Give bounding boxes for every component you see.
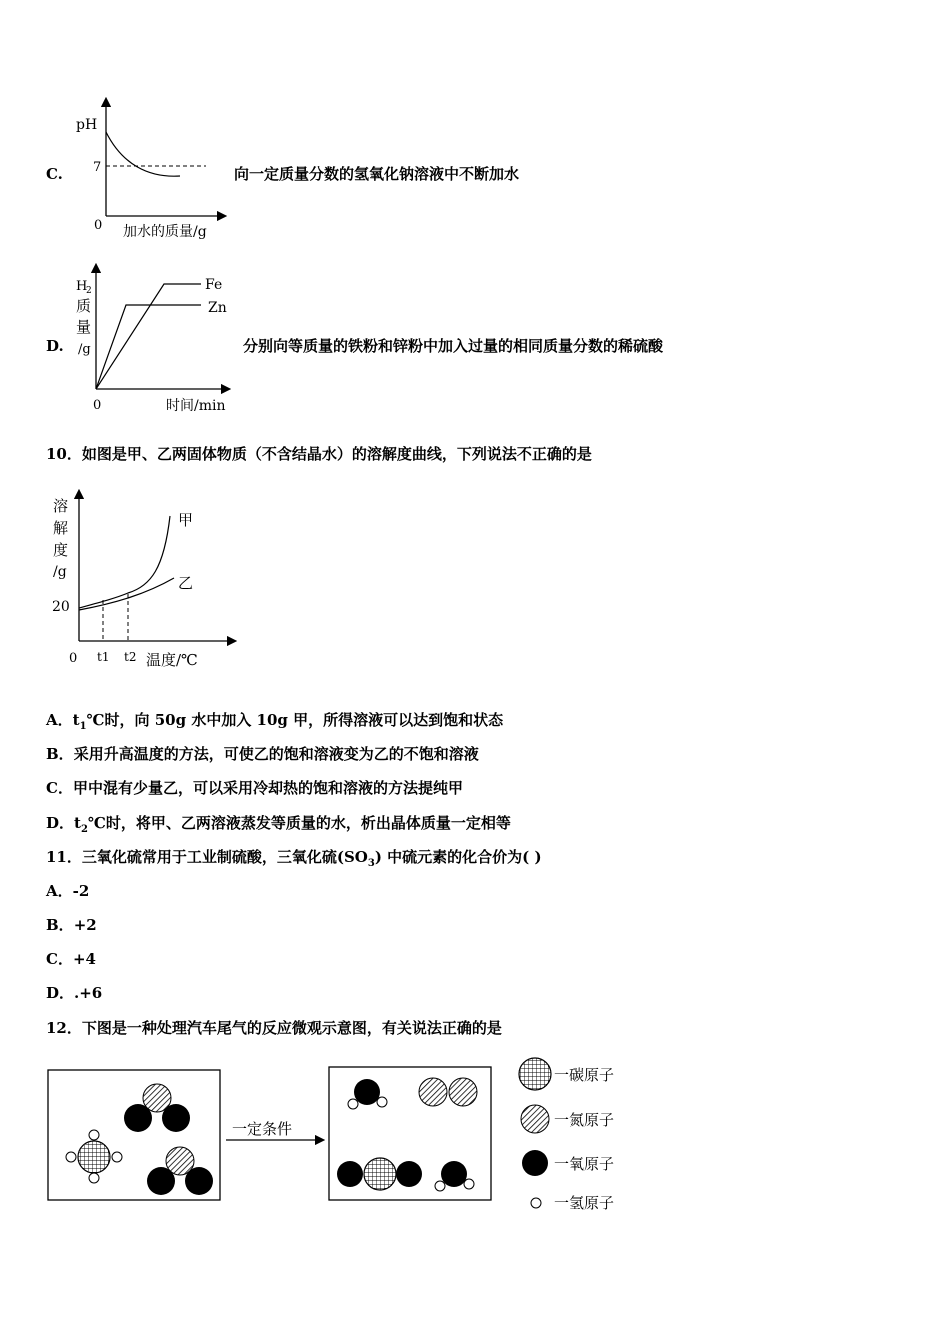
option-c-text: 向一定质量分数的氢氧化钠溶液中不断加水 xyxy=(234,165,520,183)
option-d-text: 分别向等质量的铁粉和锌粉中加入过量的相同质量分数的稀硫酸 xyxy=(243,337,664,355)
hydrogen-atom xyxy=(89,1173,99,1183)
oxygen-atom xyxy=(441,1161,467,1187)
q11-option-a-text: -2 xyxy=(72,882,90,900)
hydrogen-legend-icon xyxy=(531,1198,541,1208)
zn-series-label: Zn xyxy=(208,300,227,316)
hydrogen-atom xyxy=(377,1097,387,1107)
q10-option-c-label: C． xyxy=(46,779,73,797)
reaction-condition: 一定条件 xyxy=(232,1120,293,1138)
sol-t2-label: t2 xyxy=(124,650,137,664)
legend-hydrogen-text: 一氢原子 xyxy=(554,1194,615,1212)
h2-x-label: 时间/min xyxy=(166,398,226,414)
nitrogen-atom xyxy=(143,1084,171,1112)
carbon-atom xyxy=(78,1141,110,1173)
sol-y-label-1: 溶 xyxy=(53,497,69,515)
nitrogen-legend-icon xyxy=(521,1105,549,1133)
h2-y-label-zhi: 质 xyxy=(76,297,92,315)
q11-option-d-label: D． xyxy=(46,984,75,1002)
q11-option-c xyxy=(46,949,96,969)
curve-jia xyxy=(79,516,170,608)
nitrogen-atom xyxy=(166,1147,194,1175)
hydrogen-atom xyxy=(89,1130,99,1140)
legend-oxygen-text: 一氧原子 xyxy=(554,1155,615,1173)
q10-option-a-text: ℃时，向 50g 水中加入 10g 甲，所得溶液可以达到饱和状态 xyxy=(86,711,504,729)
q11-option-b-text: +2 xyxy=(73,916,97,934)
nitrogen-atom xyxy=(449,1078,477,1106)
molecule-n2 xyxy=(419,1078,477,1106)
hydrogen-atom xyxy=(348,1099,358,1109)
q11-option-c-text: +4 xyxy=(72,950,96,968)
nitrogen-atom xyxy=(419,1078,447,1106)
q10-option-b-label: B． xyxy=(46,745,74,763)
oxygen-legend-icon xyxy=(522,1150,548,1176)
q10-option-a-sub: 1 xyxy=(79,721,87,732)
sol-y-label-4: /g xyxy=(53,564,67,580)
sol-origin: 0 xyxy=(69,651,78,666)
q10-option-a xyxy=(46,710,503,737)
q11-option-a-label: A． xyxy=(46,882,73,900)
option-c-label: C. xyxy=(46,165,63,183)
legend-carbon xyxy=(519,1058,614,1090)
legend-nitrogen-text: 一氮原子 xyxy=(554,1111,615,1129)
sol-t1-label: t1 xyxy=(97,650,110,664)
series-jia-label: 甲 xyxy=(178,511,194,529)
molecule-no2-bottom xyxy=(147,1147,213,1195)
q10-option-d-text: ℃时，将甲、乙两溶液蒸发等质量的水，析出晶体质量一定相等 xyxy=(87,814,511,832)
q10-option-a-label: A． xyxy=(46,711,73,729)
legend-hydrogen xyxy=(531,1194,614,1212)
oxygen-atom xyxy=(337,1161,363,1187)
legend-carbon-text: 一碳原子 xyxy=(554,1066,615,1084)
carbon-legend-icon xyxy=(519,1058,551,1090)
hydrogen-atom xyxy=(435,1181,445,1191)
zn-line xyxy=(96,305,201,389)
q12-stem: 12．下图是一种处理汽车尾气的反应微观示意图，有关说法正确的是 xyxy=(46,1019,502,1037)
carbon-atom xyxy=(364,1158,396,1190)
q10-option-d-pre: t xyxy=(74,814,81,832)
ph-origin: 0 xyxy=(94,218,103,233)
q10-option-a-pre: t xyxy=(72,711,80,729)
h2-y-label-liang: 量 xyxy=(76,318,92,336)
q11-stem xyxy=(46,847,542,874)
ph-ref-value: 7 xyxy=(93,160,102,175)
q11-option-b-label: B． xyxy=(46,916,74,934)
hydrogen-atom xyxy=(112,1152,122,1162)
reaction-diagram xyxy=(40,1052,650,1222)
h2-origin: 0 xyxy=(93,398,102,413)
q11-option-d xyxy=(46,983,102,1003)
solubility-chart xyxy=(46,488,246,674)
molecule-h2o-top xyxy=(348,1079,387,1109)
molecule-co2 xyxy=(337,1158,422,1190)
h2-y-label-h: H xyxy=(76,279,88,294)
h2-y-label-unit: /g xyxy=(78,342,91,357)
oxygen-atom xyxy=(396,1161,422,1187)
sol-y-tick-20: 20 xyxy=(52,599,70,615)
sol-x-label: 温度/℃ xyxy=(146,651,198,669)
option-d-label: D. xyxy=(46,337,64,355)
q10-option-d-sub: 2 xyxy=(80,824,88,835)
q10-option-d xyxy=(46,813,511,840)
h2-chart xyxy=(68,262,248,420)
q11-stem-pre: 11．三氧化硫常用于工业制硫酸，三氧化硫(SO xyxy=(46,848,368,866)
legend-oxygen xyxy=(522,1150,614,1176)
ph-y-label: pH xyxy=(76,117,98,133)
q10-stem: 10．如图是甲、乙两固体物质（不含结晶水）的溶解度曲线，下列说法不正确的是 xyxy=(46,445,592,463)
q11-stem-sub: 3 xyxy=(367,858,375,869)
molecule-h2o-bottom xyxy=(435,1161,474,1191)
sol-y-label-3: 度 xyxy=(53,541,69,559)
h2-y-label-sub: 2 xyxy=(86,286,92,296)
fe-line xyxy=(96,284,201,389)
q11-option-b xyxy=(46,915,97,935)
q10-option-b xyxy=(46,744,479,764)
q11-stem-post: ) 中硫元素的化合价为( ) xyxy=(374,848,542,866)
q11-option-d-text: .+6 xyxy=(74,984,103,1002)
ph-x-label: 加水的质量/g xyxy=(123,224,207,240)
hydrogen-atom xyxy=(464,1179,474,1189)
series-yi-label: 乙 xyxy=(178,574,194,592)
ph-curve xyxy=(106,132,180,176)
ph-chart xyxy=(60,92,240,242)
oxygen-atom xyxy=(354,1079,380,1105)
q10-option-c-text: 甲中混有少量乙，可以采用冷却热的饱和溶液的方法提纯甲 xyxy=(72,779,463,797)
q11-option-c-label: C． xyxy=(46,950,73,968)
fe-series-label: Fe xyxy=(205,277,223,293)
molecule-no2-top xyxy=(124,1084,190,1132)
q10-option-c xyxy=(46,778,463,798)
sol-y-label-2: 解 xyxy=(53,519,69,537)
hydrogen-atom xyxy=(66,1152,76,1162)
legend-nitrogen xyxy=(521,1105,614,1133)
molecule-ch4 xyxy=(66,1130,122,1183)
q11-option-a xyxy=(46,881,89,901)
q10-option-d-label: D． xyxy=(46,814,75,832)
q10-option-b-text: 采用升高温度的方法，可使乙的饱和溶液变为乙的不饱和溶液 xyxy=(73,745,479,763)
